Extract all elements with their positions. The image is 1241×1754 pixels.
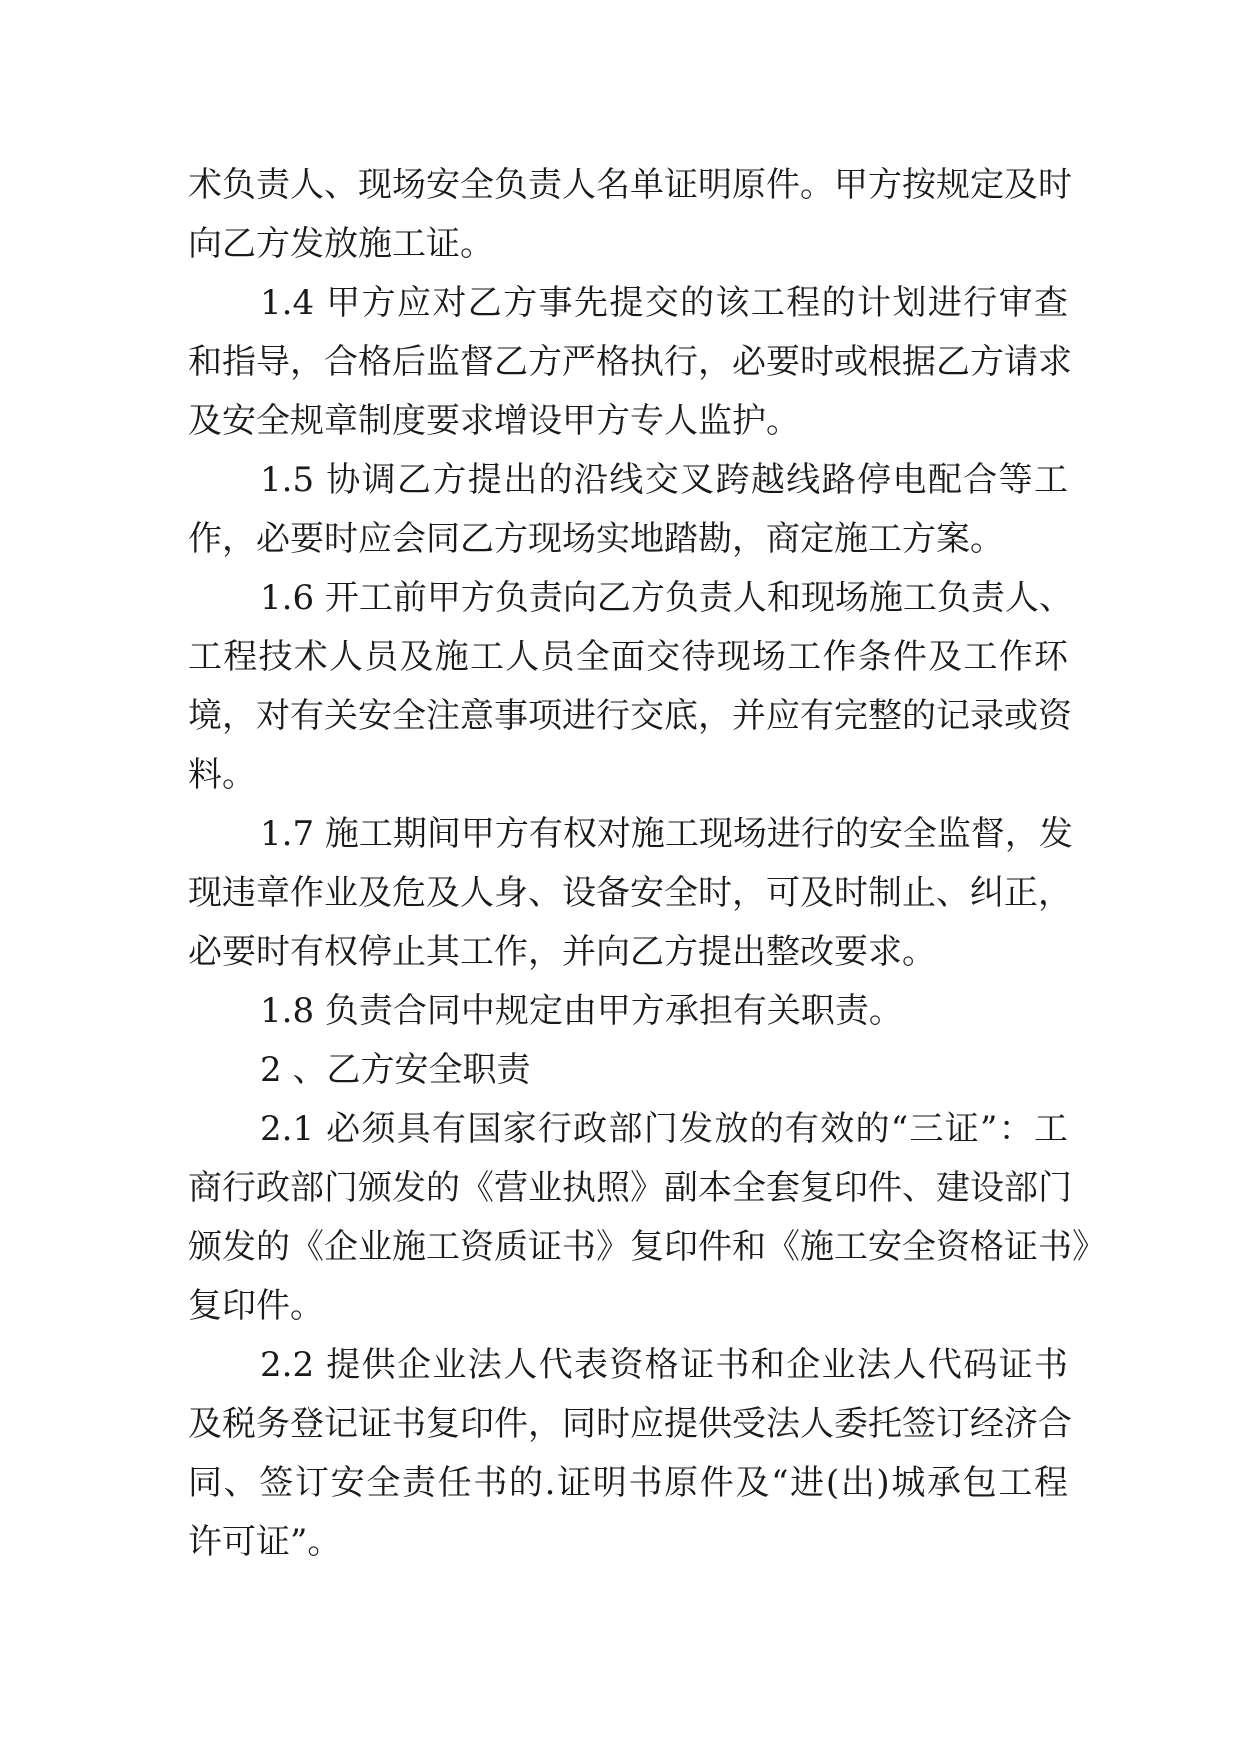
text-line: 1.5 协调乙方提出的沿线交叉跨越线路停电配合等工 — [260, 460, 1068, 500]
text-line: 现违章作业及危及人身、设备安全时，可及时制止、纠正， — [188, 873, 1072, 913]
text-line: 2.2 提供企业法人代表资格证书和企业法人代码证书 — [260, 1345, 1068, 1385]
text-line: 商行政部门颁发的《营业执照》副本全套复印件、建设部门 — [188, 1168, 1072, 1208]
text-line: 1.6 开工前甲方负责向乙方负责人和现场施工负责人、 — [260, 578, 1073, 618]
text-line: 1.8 负责合同中规定由甲方承担有关职责。 — [260, 991, 903, 1031]
text-line: 及税务登记证书复印件，同时应提供受法人委托签订经济合 — [188, 1404, 1072, 1444]
text-line: 1.4 甲方应对乙方事先提交的该工程的计划进行审查 — [260, 283, 1068, 323]
text-line: 同、签订安全责任书的.证明书原件及“进(出)城承包工程 — [188, 1463, 1068, 1503]
text-line: 1.7 施工期间甲方有权对施工现场进行的安全监督，发 — [260, 814, 1073, 854]
text-line: 术负责人、现场安全负责人名单证明原件。甲方按规定及时 — [188, 165, 1072, 205]
text-line: 复印件。 — [188, 1286, 324, 1326]
text-line: 2.1 必须具有国家行政部门发放的有效的“三证”：工 — [260, 1109, 1068, 1149]
text-line: 及安全规章制度要求增设甲方专人监护。 — [188, 401, 800, 441]
text-line: 许可证”。 — [188, 1522, 342, 1562]
document-body — [188, 156, 1106, 1572]
text-line: 和指导，合格后监督乙方严格执行，必要时或根据乙方请求 — [188, 342, 1072, 382]
text-line: 工程技术人员及施工人员全面交待现场工作条件及工作环 — [188, 637, 1068, 677]
text-line: 境，对有关安全注意事项进行交底，并应有完整的记录或资 — [188, 696, 1072, 736]
text-line: 料。 — [188, 755, 256, 795]
section-heading: 2 、乙方安全职责 — [260, 1050, 531, 1090]
text-line: 颁发的《企业施工资质证书》复印件和《施工安全资格证书》 — [188, 1227, 1106, 1267]
text-line: 作，必要时应会同乙方现场实地踏勘，商定施工方案。 — [188, 519, 1004, 559]
text-line: 必要时有权停止其工作，并向乙方提出整改要求。 — [188, 932, 936, 972]
text-line: 向乙方发放施工证。 — [188, 224, 494, 264]
